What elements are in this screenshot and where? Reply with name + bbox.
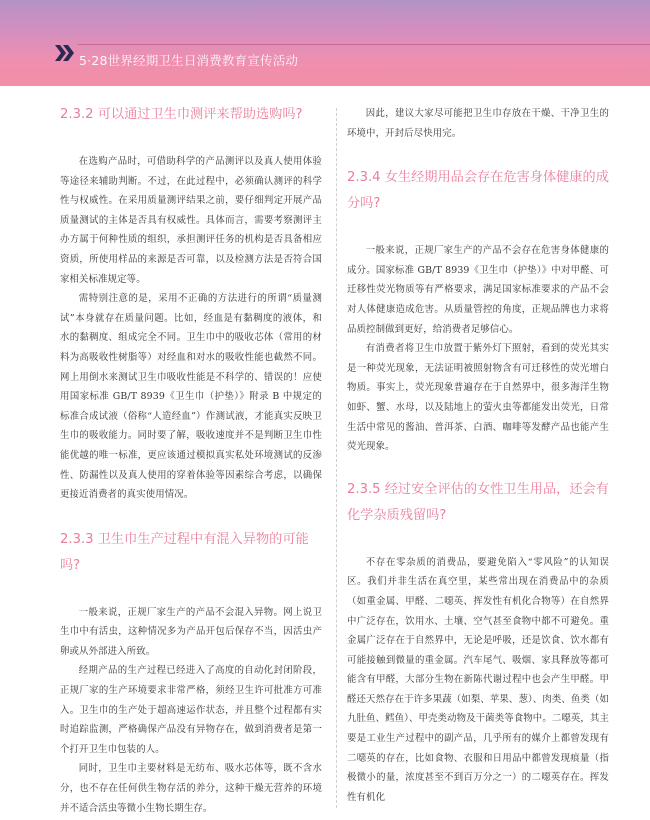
paragraph: 有消费者将卫生巾放置于紫外灯下照射，看到的荧光其实是一种荧光现象，无法证明被照射物含有可迁移性的荧光增白物质。事实上，荧光现象普遍存在于自然界中，很多海洋生物如虾、蟹、水母，以及陆地上的萤火虫等都能发出荧光，日常生活中常见的酱油、普洱茶、白酒、咖啡等发酵产品也能产生荧光现象。 <box>347 343 609 453</box>
paragraph: 需特别注意的是，采用不正确的方法进行的所谓“质量测试”本身就存在质量问题。比如，经血是有黏稠度的液体，和水的黏稠度、组成完全不同。卫生巾中的吸收芯体（常用的材料为高吸收性树脂等）对经血和对水的吸收性能也截然不同。网上用倒水来测试卫生巾吸收性能是不科学的、错误的！应使用国家标准 GB/T 8939《卫生巾（护垫）》附录 B 中规定的标准合成试液（俗称“人造经血”）作测试液，才能真实反映卫生巾的吸收能力。同时要了解，吸收速度并不是判断卫生巾性能优越的唯一标准，更应该通过模拟真实私处环境测试的反渗性、防漏性以及真人使用的穿着体验等因素综合考虑，以确保更接近消费者的真实使用情况。 <box>60 293 322 501</box>
paragraph: 一般来说，正规厂家生产的产品不会混入异物。网上说卫生巾中有活虫，这种情况多为产品开包后保存不当，因活虫产卵或从外部进入所致。 <box>60 606 322 657</box>
double-chevron-right-icon <box>54 43 76 63</box>
header-banner <box>0 0 650 86</box>
left-column <box>60 100 322 818</box>
section-heading-2-3-5: 2.3.5 经过安全评估的女性卫生用品，还会有化学杂质残留吗? <box>347 481 609 523</box>
section-heading-2-3-2: 2.3.2 可以通过卫生巾测评来帮助选购吗? <box>60 107 303 122</box>
header-title: 5·28世界经期卫生日消费教育宣传活动 <box>79 53 299 68</box>
paragraph: 一般来说，正规厂家生产的产品不会存在危害身体健康的成分。国家标准 GB/T 8939《卫生巾（护垫）》中对甲醛、可迁移性荧光物质等有严格要求，满足国家标准要求的产品不会对人体健康造成危害。从质量管控的角度，正规品牌也力求将品质控制做到更好，给消费者足够信心。 <box>347 245 609 335</box>
paragraph: 同时，卫生巾主要材料是无纺布、吸水芯体等，既不含水分，也不存在任何供生物存活的养分，这种干燥无营养的环境并不适合活虫等微小生物长期生存。 <box>60 763 322 814</box>
header-rule <box>78 44 650 45</box>
section-heading-2-3-3: 2.3.3 卫生巾生产过程中有混入异物的可能吗? <box>60 531 309 573</box>
paragraph: 因此，建议大家尽可能把卫生巾存放在干燥、干净卫生的环境中，开封后尽快用完。 <box>347 108 609 139</box>
right-column <box>347 100 609 807</box>
paragraph: 经期产品的生产过程已经进入了高度的自动化封闭阶段，正规厂家的生产环境要求非常严格，须经卫生许可批准方可准入。卫生巾的生产处于超高速运作状态，并且整个过程都有实时追踪监测，严格确保产品没有异物存在，做到消费者是第一个打开卫生巾包装的人。 <box>60 665 322 755</box>
column-divider <box>336 108 337 808</box>
paragraph: 在选购产品时，可借助科学的产品测评以及真人使用体验等途径来辅助判断。不过，在此过程中，必须确认测评的科学性与权威性。在采用质量测评结果之前，要仔细判定开展产品质量测试的主体是否具有权威性。具体而言，需要考察测评主办方属于何种性质的组织，承担测评任务的机构是否具备相应资质，所使用样品的来源是否可靠，以及检测方法是否符合国家相关标准规定等。 <box>60 156 322 285</box>
section-heading-2-3-4: 2.3.4 女生经期用品会存在危害身体健康的成分吗? <box>347 170 609 212</box>
paragraph: 不存在零杂质的消费品，要避免陷入“零风险”的认知误区。我们并非生活在真空里，某些常出现在消费品中的杂质（如重金属、甲醛、二噁英、挥发性有机化合物等）在自然界中广泛存在，饮用水、土壤、空气甚至食物中都不可避免。重金属广泛存在于自然界中，无论是呼吸，还是饮食、饮水都有可能接触到微量的重金属。汽车尾气、吸烟、家具释放等都可能含有甲醛，大部分生物在新陈代谢过程中也会产生甲醛。甲醛还天然存在于许多果蔬（如梨、苹果、葱）、肉类、鱼类（如九肚鱼、鳕鱼）、甲壳类动物及干菌类等食物中。二噁英，其主要是工业生产过程中的副产品，几乎所有的媒介上都曾发现有二噁英的存在，比如食物、衣服和日用品中都曾发现痕量（指极微小的量，浓度甚至不到百万分之一）的二噁英存在。挥发性有机化 <box>347 556 610 803</box>
